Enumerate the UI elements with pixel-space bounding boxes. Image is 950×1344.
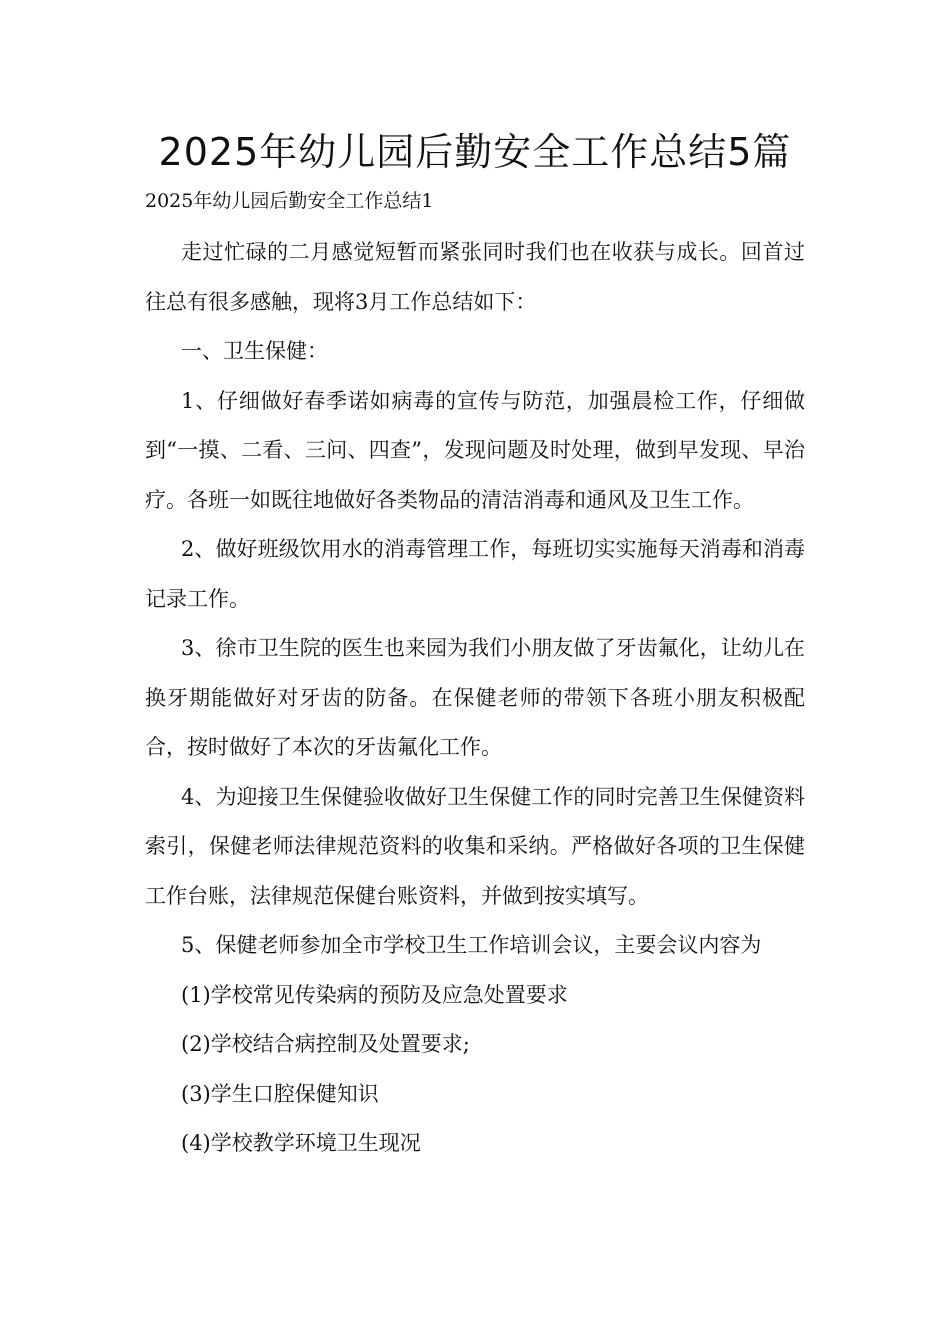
paragraph-item-3: 3、徐市卫生院的医生也来园为我们小朋友做了牙齿氟化，让幼儿在换牙期能做好对牙齿的防备。在保健老师的带领下各班小朋友积极配合，按时做好了本次的牙齿氟化工作。 bbox=[145, 636, 805, 759]
paragraph-item-2: 2、做好班级饮用水的消毒管理工作，每班切实实施每天消毒和消毒记录工作。 bbox=[145, 537, 805, 611]
paragraph-intro: 走过忙碌的二月感觉短暂而紧张同时我们也在收获与成长。回首过往总有很多感触，现将3月工作总结如下： bbox=[145, 240, 805, 314]
paragraph-heading-hygiene: 一、卫生保健： bbox=[181, 339, 328, 363]
sub-item-1: (1)学校常见传染病的预防及应急处置要求 bbox=[181, 982, 568, 1007]
paragraph-item-5: 5、保健老师参加全市学校卫生工作培训会议，主要会议内容为 bbox=[181, 933, 762, 957]
sub-item-3: (3)学生口腔保健知识 bbox=[181, 1081, 379, 1106]
sub-item-2: (2)学校结合病控制及处置要求; bbox=[181, 1032, 470, 1056]
section-heading: 2025年幼儿园后勤安全工作总结1 bbox=[145, 190, 434, 212]
document-title: 2025年幼儿园后勤安全工作总结5篇 bbox=[158, 130, 792, 174]
paragraph-item-1: 1、仔细做好春季诺如病毒的宣传与防范，加强晨检工作，仔细做到“一摸、二看、三问、四查”，发现问题及时处理，做到早发现、早治疗。各班一如既往地做好各类物品的清洁消毒和通风及卫生工作。 bbox=[145, 388, 805, 512]
document-body bbox=[145, 228, 805, 1169]
paragraph-item-4: 4、为迎接卫生保健验收做好卫生保健工作的同时完善卫生保健资料索引，保健老师法律规范资料的收集和采纳。严格做好各项的卫生保健工作台账，法律规范保健台账资料，并做到按实填写。 bbox=[145, 784, 805, 908]
sub-item-4: (4)学校教学环境卫生现况 bbox=[181, 1131, 421, 1155]
